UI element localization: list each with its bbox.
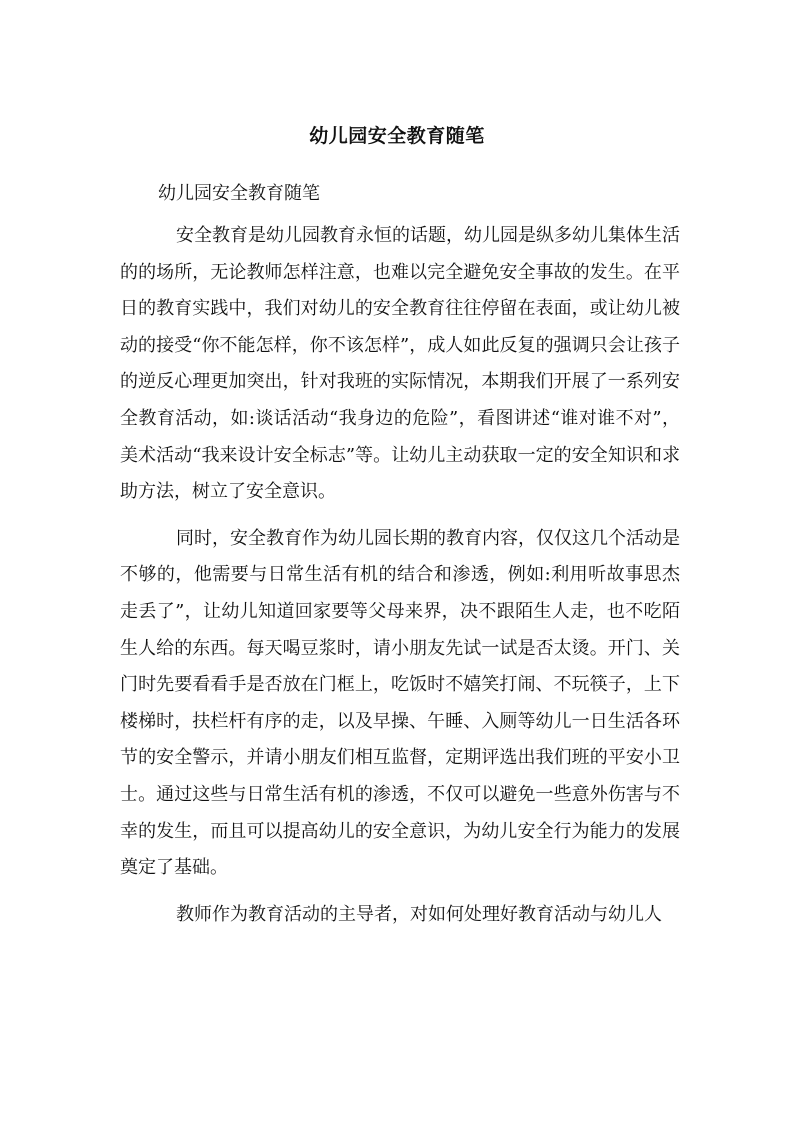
body-paragraph: 安全教育是幼儿园教育永恒的话题，幼儿园是纵多幼儿集体生活的的场所，无论教师怎样注意，也难以完全避免安全事故的发生。在平日的教育实践中，我们对幼儿的安全教育往往停留在表面，或让幼儿被动的接受“你不能怎样，你不该怎样”，成人如此反复的强调只会让孩子的逆反心理更加突出，针对我班的实际情况，本期我们开展了一系列安全教育活动，如:谈话活动“我身边的危险”，看图讲述“谁对谁不对”，美术活动“我来设计安全标志”等。让幼儿主动获取一定的安全知识和求助方法，树立了安全意识。 <box>120 225 680 503</box>
document-title: 幼儿园安全教育随笔 <box>309 125 485 147</box>
body-paragraph: 同时，安全教育作为幼儿园长期的教育内容，仅仅这几个活动是不够的，他需要与日常生活有机的结合和渗透，例如:利用听故事思杰走丢了”，让幼儿知道回家要等父母来界，决不跟陌生人走，也不吃陌生人给的东西。每天喝豆浆时，请小朋友先试一试是否太烫。开门、关门时先要看看手是否放在门框上，吃饭时不嬉笑打闹、不玩筷子，上下楼梯时，扶栏杆有序的走，以及早操、午睡、入厕等幼儿一日生活各环节的安全警示，并请小朋友们相互监督，定期评选出我们班的平安小卫士。通过这些与日常生活有机的渗透，不仅可以避免一些意外伤害与不幸的发生，而且可以提高幼儿的安全意识，为幼儿安全行为能力的发展奠定了基础。 <box>120 527 680 879</box>
document-body <box>120 218 680 943</box>
document-subtitle: 幼儿园安全教育随笔 <box>158 183 320 204</box>
body-paragraph: 教师作为教育活动的主导者，对如何处理好教育活动与幼儿人 <box>176 903 662 925</box>
